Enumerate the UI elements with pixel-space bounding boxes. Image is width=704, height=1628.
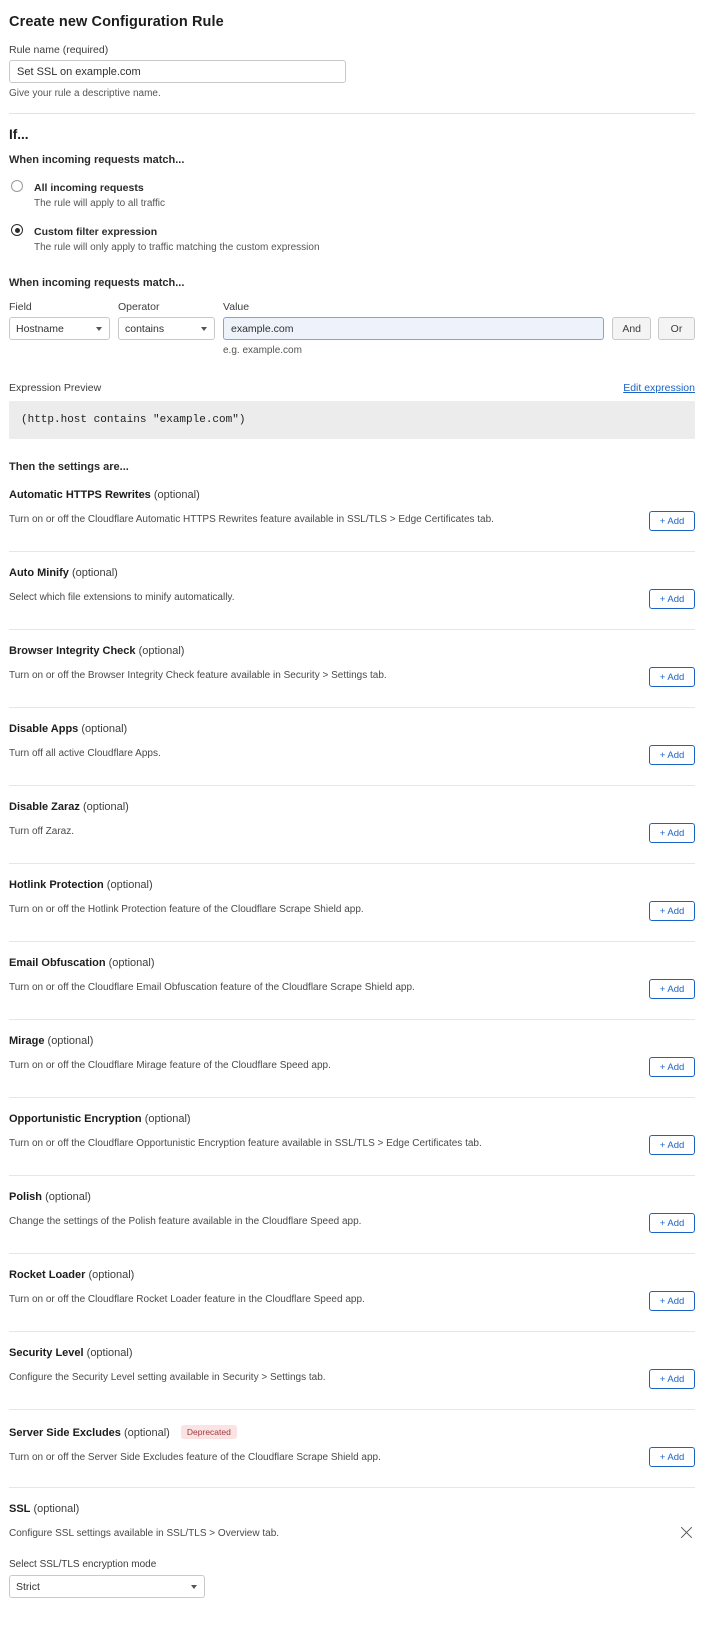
- operator-select[interactable]: [118, 317, 215, 340]
- setting-optional: (optional): [138, 645, 185, 657]
- setting-row: [9, 1019, 695, 1097]
- radio-label-all-requests: All incoming requests: [34, 182, 144, 194]
- add-button[interactable]: + Add: [649, 1291, 695, 1311]
- add-button[interactable]: + Add: [649, 745, 695, 765]
- setting-description: Turn on or off the Cloudflare Rocket Loader feature in the Cloudflare Speed app.: [9, 1294, 365, 1305]
- setting-row: [9, 863, 695, 941]
- setting-optional: (optional): [86, 1347, 133, 1359]
- chevron-down-icon: [191, 1585, 197, 1589]
- radio-icon-custom-filter[interactable]: [11, 224, 23, 236]
- setting-name: Browser Integrity Check: [9, 645, 136, 657]
- setting-description: Turn off Zaraz.: [9, 826, 75, 837]
- match-heading: When incoming requests match...: [9, 154, 185, 166]
- setting-name: Mirage: [9, 1035, 45, 1047]
- setting-optional: (optional): [82, 801, 129, 813]
- add-button[interactable]: + Add: [649, 1135, 695, 1155]
- setting-name: Disable Apps: [9, 723, 79, 735]
- setting-name: Polish: [9, 1191, 43, 1203]
- setting-name: Server Side Excludes: [9, 1427, 121, 1439]
- setting-row: [9, 707, 695, 785]
- rule-name-input[interactable]: [9, 60, 346, 83]
- setting-description: Turn on or off the Cloudflare Automatic HTTPS Rewrites feature available in SSL/TLS > Edge Certificates tab.: [9, 514, 494, 525]
- add-button[interactable]: + Add: [649, 589, 695, 609]
- rule-name-label: Rule name (required): [9, 44, 109, 56]
- setting-row: [9, 1331, 695, 1409]
- setting-name: Hotlink Protection: [9, 879, 104, 891]
- add-button[interactable]: + Add: [649, 667, 695, 687]
- operator-select-value: contains: [125, 323, 165, 335]
- setting-name: Rocket Loader: [9, 1269, 86, 1281]
- setting-name: Opportunistic Encryption: [9, 1113, 142, 1125]
- setting-description: Configure the Security Level setting available in Security > Settings tab.: [9, 1372, 326, 1383]
- setting-name: Auto Minify: [9, 567, 69, 579]
- add-button[interactable]: + Add: [649, 979, 695, 999]
- expression-builder-row: [9, 301, 695, 356]
- setting-row: [9, 473, 695, 551]
- setting-row-ssl: [9, 1487, 695, 1628]
- setting-row: [9, 551, 695, 629]
- add-button[interactable]: + Add: [649, 823, 695, 843]
- or-button[interactable]: Or: [658, 317, 695, 340]
- setting-name: Security Level: [9, 1347, 84, 1359]
- setting-description: Turn on or off the Cloudflare Opportunistic Encryption feature available in SSL/TLS > Edge Certificates tab.: [9, 1138, 482, 1149]
- expression-preview-header: [9, 382, 695, 394]
- field-column-label: Field: [9, 301, 32, 313]
- add-button[interactable]: + Add: [649, 901, 695, 921]
- ssl-mode-select[interactable]: [9, 1575, 205, 1598]
- operator-column: [118, 301, 215, 340]
- setting-description: Turn off all active Cloudflare Apps.: [9, 748, 161, 759]
- edit-expression-link[interactable]: Edit expression: [623, 382, 695, 394]
- chevron-down-icon: [201, 327, 207, 331]
- page-title: Create new Configuration Rule: [9, 14, 224, 30]
- setting-row: [9, 1253, 695, 1331]
- setting-optional: (optional): [33, 1503, 80, 1515]
- field-select-value: Hostname: [16, 323, 64, 335]
- setting-row: [9, 629, 695, 707]
- close-icon[interactable]: [679, 1525, 695, 1541]
- expression-preview-box: (http.host contains "example.com"): [9, 401, 695, 439]
- setting-name: Email Obfuscation: [9, 957, 106, 969]
- status-badge: Deprecated: [181, 1425, 237, 1439]
- setting-row: [9, 785, 695, 863]
- setting-name: SSL: [9, 1503, 31, 1515]
- builder-heading: When incoming requests match...: [9, 277, 185, 289]
- setting-optional: (optional): [71, 567, 118, 579]
- setting-row: [9, 1175, 695, 1253]
- rule-name-group: [9, 44, 695, 99]
- add-button[interactable]: + Add: [649, 511, 695, 531]
- setting-row: [9, 1097, 695, 1175]
- field-select[interactable]: [9, 317, 110, 340]
- setting-optional: (optional): [88, 1269, 135, 1281]
- ssl-mode-label: Select SSL/TLS encryption mode: [9, 1559, 157, 1570]
- then-heading: Then the settings are...: [9, 461, 129, 473]
- setting-description: Turn on or off the Hotlink Protection feature of the Cloudflare Scrape Shield app.: [9, 904, 364, 915]
- radio-desc-all-requests: The rule will apply to all traffic: [34, 198, 165, 209]
- radio-option-all-requests[interactable]: [9, 178, 695, 209]
- add-button[interactable]: + Add: [649, 1369, 695, 1389]
- setting-optional: (optional): [45, 1191, 91, 1203]
- andor-column: [612, 301, 695, 340]
- value-input[interactable]: [223, 317, 604, 340]
- expression-preview-label: Expression Preview: [9, 382, 102, 394]
- radio-desc-custom-filter: The rule will only apply to traffic matching the custom expression: [34, 242, 320, 253]
- radio-icon-all-requests[interactable]: [11, 180, 23, 192]
- operator-column-label: Operator: [118, 301, 160, 313]
- radio-option-custom-filter[interactable]: [9, 222, 695, 253]
- setting-description: Turn on or off the Cloudflare Mirage feature of the Cloudflare Speed app.: [9, 1060, 331, 1071]
- setting-description: Turn on or off the Server Side Excludes feature of the Cloudflare Scrape Shield app.: [9, 1452, 381, 1463]
- setting-row: [9, 941, 695, 1019]
- if-section-heading: If...: [9, 127, 29, 142]
- setting-optional: (optional): [47, 1035, 94, 1047]
- add-button[interactable]: + Add: [649, 1213, 695, 1233]
- setting-optional: (optional): [123, 1427, 170, 1439]
- value-column-label: Value: [223, 301, 250, 313]
- setting-description: Turn on or off the Browser Integrity Check feature available in Security > Settings tab.: [9, 670, 387, 681]
- setting-optional: (optional): [108, 957, 155, 969]
- radio-label-custom-filter: Custom filter expression: [34, 226, 158, 238]
- add-button[interactable]: + Add: [649, 1057, 695, 1077]
- setting-description: Change the settings of the Polish feature available in the Cloudflare Speed app.: [9, 1216, 362, 1227]
- setting-description: Select which file extensions to minify automatically.: [9, 592, 235, 603]
- chevron-down-icon: [96, 327, 102, 331]
- rule-name-helper: Give your rule a descriptive name.: [9, 88, 161, 99]
- field-column: [9, 301, 110, 340]
- setting-optional: (optional): [153, 489, 200, 501]
- setting-row: [9, 1409, 695, 1487]
- value-column: [223, 301, 604, 356]
- setting-name: Automatic HTTPS Rewrites: [9, 489, 151, 501]
- setting-name: Disable Zaraz: [9, 801, 80, 813]
- ssl-mode-value: Strict: [16, 1581, 40, 1593]
- setting-description: Turn on or off the Cloudflare Email Obfuscation feature of the Cloudflare Scrape Shield app.: [9, 982, 415, 993]
- value-hint: e.g. example.com: [223, 345, 302, 356]
- settings-list: [9, 473, 695, 1628]
- setting-optional: (optional): [81, 723, 128, 735]
- setting-optional: (optional): [106, 879, 153, 891]
- setting-description: Configure SSL settings available in SSL/TLS > Overview tab.: [9, 1528, 280, 1539]
- and-button[interactable]: And: [612, 317, 651, 340]
- add-button[interactable]: + Add: [649, 1447, 695, 1467]
- divider: [9, 113, 695, 114]
- setting-optional: (optional): [144, 1113, 191, 1125]
